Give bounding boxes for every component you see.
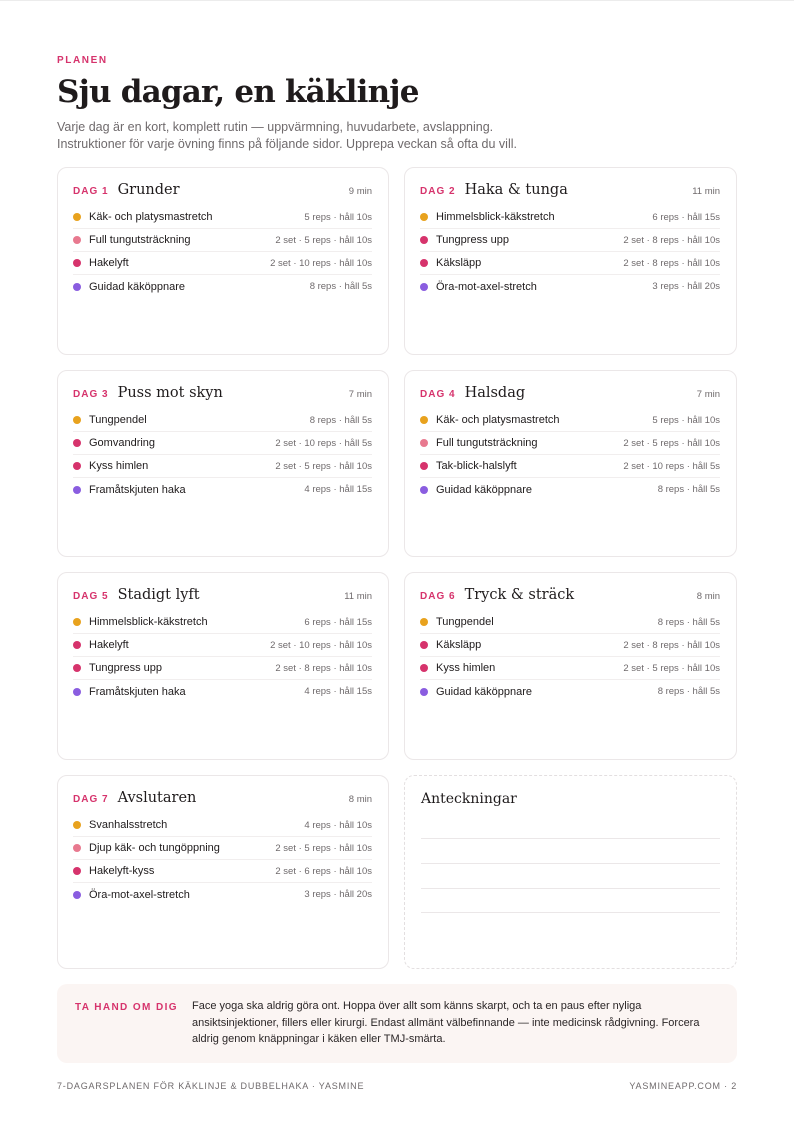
exercise-name: Öra-mot-axel-stretch (436, 280, 537, 293)
exercise-name: Svanhalsstretch (89, 819, 168, 831)
exercise-row (73, 229, 372, 252)
day-label: DAG 2 (420, 186, 456, 197)
exercise-reps: 2 set · 5 reps · håll 10s (275, 460, 372, 472)
exercise-list (420, 611, 720, 703)
day-label: DAG 6 (420, 591, 456, 602)
day-card-7 (57, 775, 389, 969)
care-text: Face yoga ska aldrig göra ont. Hoppa över allt som känns skarpt, och ta en paus efter nyliga ansiktsinjektioner, fillers eller kirurgi. Endast allmänt välbefinnande — inte medicinsk rådgivning. Forcera aldrig genom knäppningar i käken eller TMJ-smärta. (192, 1000, 700, 1045)
exercise-name: Himmelsblick-käkstretch (89, 616, 208, 628)
exercise-name: Hakelyft-kyss (89, 865, 155, 877)
day-card-header (420, 587, 720, 609)
notes-title: Anteckningar (421, 791, 517, 807)
exercise-name: Hakelyft (89, 639, 129, 651)
category-dot-icon (73, 486, 81, 494)
exercise-row (73, 252, 372, 275)
category-dot-icon (73, 844, 81, 852)
exercise-reps: 5 reps · håll 10s (304, 211, 372, 223)
exercise-row (420, 252, 720, 275)
exercise-reps: 2 set · 10 reps · håll 5s (623, 460, 720, 472)
day-card-header (73, 182, 372, 204)
category-dot-icon (73, 259, 81, 267)
exercise-reps: 4 reps · håll 10s (304, 819, 372, 831)
exercise-reps: 8 reps · håll 5s (309, 281, 372, 292)
day-card-6 (404, 572, 737, 760)
exercise-list (420, 409, 720, 501)
exercise-list (73, 611, 372, 703)
category-dot-icon (420, 462, 428, 470)
day-title: Tryck & sträck (464, 587, 575, 603)
category-dot-icon (73, 416, 81, 424)
exercise-reps: 5 reps · håll 10s (652, 414, 720, 426)
exercise-reps: 4 reps · håll 15s (304, 686, 372, 697)
day-card-header (73, 790, 372, 812)
exercise-reps: 2 set · 8 reps · håll 10s (275, 662, 372, 674)
day-label: DAG 7 (73, 794, 109, 805)
exercise-row (420, 432, 720, 455)
category-dot-icon (420, 439, 428, 447)
exercise-list (420, 206, 720, 298)
exercise-reps: 6 reps · håll 15s (652, 211, 720, 223)
exercise-row (420, 478, 720, 501)
exercise-row (73, 478, 372, 501)
category-dot-icon (420, 618, 428, 626)
day-duration: 7 min (696, 389, 720, 400)
category-dot-icon (420, 688, 428, 696)
exercise-name: Tak-blick-halslyft (436, 460, 517, 472)
exercise-reps: 3 reps · håll 20s (652, 281, 720, 292)
category-dot-icon (73, 867, 81, 875)
exercise-reps: 8 reps · håll 5s (657, 616, 720, 628)
category-dot-icon (73, 664, 81, 672)
exercise-row (73, 275, 372, 298)
exercise-row (73, 814, 372, 837)
day-label: DAG 3 (73, 389, 109, 400)
category-dot-icon (73, 618, 81, 626)
exercise-reps: 2 set · 5 reps · håll 10s (275, 842, 372, 854)
day-duration: 9 min (348, 186, 372, 197)
exercise-row (73, 455, 372, 478)
exercise-row (73, 409, 372, 432)
exercise-reps: 8 reps · håll 5s (309, 414, 372, 426)
exercise-name: Öra-mot-axel-stretch (89, 888, 190, 901)
exercise-reps: 8 reps · håll 5s (657, 484, 720, 495)
exercise-list (73, 409, 372, 501)
exercise-name: Tungpendel (436, 616, 494, 628)
category-dot-icon (73, 283, 81, 291)
exercise-row (73, 837, 372, 860)
exercise-reps: 2 set · 10 reps · håll 10s (270, 257, 372, 269)
exercise-reps: 2 set · 10 reps · håll 5s (275, 437, 372, 449)
exercise-name: Tungpendel (89, 414, 147, 426)
exercise-name: Djup käk- och tungöppning (89, 842, 220, 854)
notes-box[interactable] (404, 775, 737, 969)
section-eyebrow: PLANEN (57, 55, 108, 66)
day-title: Haka & tunga (464, 182, 568, 198)
exercise-row (420, 634, 720, 657)
exercise-row (420, 455, 720, 478)
note-line (421, 888, 720, 889)
day-label: DAG 1 (73, 186, 109, 197)
footer-title: 7-DAGARSPLANEN FÖR KÄKLINJE & DUBBELHAKA · YASMINE (57, 1081, 365, 1091)
exercise-row (73, 860, 372, 883)
category-dot-icon (420, 486, 428, 494)
category-dot-icon (73, 462, 81, 470)
footer-page-number: YASMINEAPP.COM · 2 (629, 1081, 737, 1091)
exercise-name: Guidad käköppnare (436, 483, 533, 496)
exercise-row (420, 680, 720, 703)
note-line (421, 863, 720, 864)
day-card-header (420, 385, 720, 407)
exercise-reps: 3 reps · håll 20s (304, 889, 372, 900)
exercise-reps: 2 set · 8 reps · håll 10s (623, 257, 720, 269)
day-card-1 (57, 167, 389, 355)
exercise-row (73, 883, 372, 906)
intro-text (57, 119, 617, 153)
exercise-row (420, 275, 720, 298)
exercise-name: Käk- och platysmastretch (89, 211, 213, 223)
day-card-header (420, 182, 720, 204)
exercise-name: Framåtskjuten haka (89, 483, 186, 496)
category-dot-icon (73, 688, 81, 696)
category-dot-icon (73, 439, 81, 447)
day-title: Halsdag (464, 385, 526, 401)
care-notice (57, 984, 737, 1063)
day-card-header (73, 385, 372, 407)
day-label: DAG 5 (73, 591, 109, 602)
exercise-name: Hakelyft (89, 257, 129, 269)
day-title: Avslutaren (117, 790, 197, 806)
exercise-reps: 6 reps · håll 15s (304, 616, 372, 628)
intro-line-1: Varje dag är en kort, komplett rutin — uppvärmning, huvudarbete, avslappning. (57, 120, 494, 134)
exercise-name: Käksläpp (436, 639, 482, 651)
top-divider (0, 0, 794, 1)
exercise-reps: 2 set · 10 reps · håll 10s (270, 639, 372, 651)
category-dot-icon (420, 416, 428, 424)
exercise-name: Full tungutsträckning (89, 234, 191, 246)
day-card-3 (57, 370, 389, 557)
category-dot-icon (73, 891, 81, 899)
day-title: Grunder (117, 182, 180, 198)
exercise-name: Käk- och platysmastretch (436, 414, 560, 426)
intro-line-2: Instruktioner för varje övning finns på följande sidor. Upprepa veckan så ofta du vill. (57, 137, 517, 151)
day-duration: 8 min (348, 794, 372, 805)
exercise-name: Käksläpp (436, 257, 482, 269)
exercise-row (73, 611, 372, 634)
day-label: DAG 4 (420, 389, 456, 400)
care-label: TA HAND OM DIG (75, 1002, 178, 1013)
day-card-header (73, 587, 372, 609)
exercise-reps: 2 set · 8 reps · håll 10s (623, 234, 720, 246)
exercise-name: Kyss himlen (436, 662, 496, 674)
exercise-name: Kyss himlen (89, 460, 149, 472)
exercise-name: Gomvandring (89, 437, 156, 449)
exercise-row (420, 206, 720, 229)
category-dot-icon (73, 641, 81, 649)
exercise-row (420, 229, 720, 252)
category-dot-icon (420, 641, 428, 649)
page-title: Sju dagar, en käklinje (57, 74, 419, 110)
category-dot-icon (73, 821, 81, 829)
category-dot-icon (420, 664, 428, 672)
exercise-reps: 2 set · 6 reps · håll 10s (275, 865, 372, 877)
exercise-row (73, 680, 372, 703)
category-dot-icon (420, 259, 428, 267)
exercise-row (73, 206, 372, 229)
exercise-list (73, 814, 372, 906)
exercise-reps: 2 set · 5 reps · håll 10s (275, 234, 372, 246)
exercise-name: Tungpress upp (436, 234, 509, 246)
exercise-reps: 2 set · 8 reps · håll 10s (623, 639, 720, 651)
exercise-row (420, 409, 720, 432)
category-dot-icon (420, 213, 428, 221)
category-dot-icon (73, 213, 81, 221)
category-dot-icon (73, 236, 81, 244)
day-title: Puss mot skyn (117, 385, 223, 401)
day-card-5 (57, 572, 389, 760)
day-duration: 11 min (692, 186, 720, 197)
day-duration: 8 min (696, 591, 720, 602)
day-card-2 (404, 167, 737, 355)
day-duration: 11 min (344, 591, 372, 602)
exercise-row (420, 657, 720, 680)
exercise-name: Tungpress upp (89, 662, 162, 674)
category-dot-icon (420, 283, 428, 291)
exercise-reps: 2 set · 5 reps · håll 10s (623, 662, 720, 674)
exercise-reps: 2 set · 5 reps · håll 10s (623, 437, 720, 449)
note-line (421, 838, 720, 839)
exercise-name: Himmelsblick-käkstretch (436, 211, 555, 223)
exercise-list (73, 206, 372, 298)
exercise-row (73, 634, 372, 657)
note-line (421, 912, 720, 913)
day-duration: 7 min (348, 389, 372, 400)
exercise-reps: 8 reps · håll 5s (657, 686, 720, 697)
exercise-name: Guidad käköppnare (436, 685, 533, 698)
exercise-name: Full tungutsträckning (436, 437, 538, 449)
exercise-row (420, 611, 720, 634)
exercise-reps: 4 reps · håll 15s (304, 484, 372, 495)
exercise-row (73, 432, 372, 455)
day-title: Stadigt lyft (117, 587, 200, 603)
exercise-row (73, 657, 372, 680)
exercise-name: Framåtskjuten haka (89, 685, 186, 698)
category-dot-icon (420, 236, 428, 244)
day-card-4 (404, 370, 737, 557)
exercise-name: Guidad käköppnare (89, 280, 186, 293)
